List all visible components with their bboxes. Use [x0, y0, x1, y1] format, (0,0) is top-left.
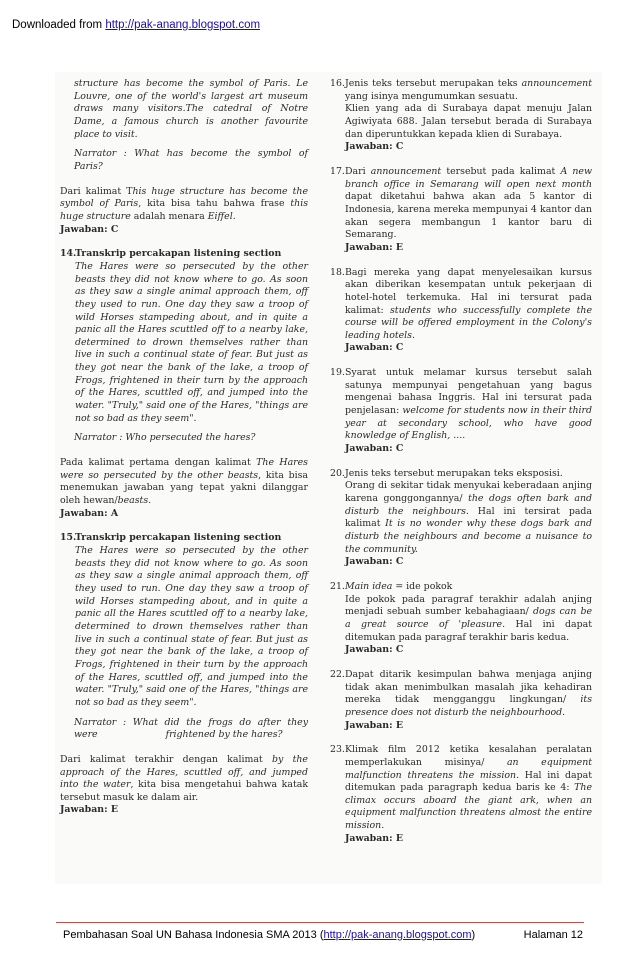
- question-number: 19.: [330, 367, 345, 379]
- expl-text: Jenis teks tersebut merupakan teks: [345, 78, 522, 89]
- expl-quote: beasts: [117, 495, 149, 507]
- answer-17: Jawaban: E: [345, 241, 403, 253]
- continued-transcript: structure has become the symbol of Paris. Le Louvre, one of the world's largest art museum draws many visitors.The catedral of Notre Dame, a famous church is another favourite place to visit.: [74, 78, 308, 140]
- question-number: 22.: [330, 668, 345, 680]
- footer-divider: [56, 922, 584, 923]
- question-21: [330, 581, 592, 657]
- expl-quote: dogs can be a great source of 'pleasure: [345, 606, 592, 630]
- expl-text: Bagi mereka yang dapat menyelesaikan kursus akan diberikan kesempatan untuk pekerjaan di hotel-hotel terkemuka. Hal ini tersurat pada kalimat:: [345, 266, 592, 316]
- expl-text: dapat diketahui bahwa akan ada 5 kantor di Indonesia, karena mereka mempunyai 4 kantor dan akan segera membangun 1 kantor baru di Semarang.: [345, 191, 592, 241]
- expl-text: tersebut pada kalimat: [441, 165, 561, 177]
- explanation-14: [60, 457, 308, 508]
- expl-quote: The Hares were so persecuted by the other beasts: [60, 457, 308, 481]
- question-16: [330, 78, 592, 154]
- expl-quote: welcome for students now in their third year at secondary school, who have good knowledge of English, ....: [345, 405, 592, 442]
- expl-text: .: [232, 210, 236, 222]
- question-number: 17.: [330, 165, 345, 177]
- expl-text: . Hal ini tersirat pada kalimat: [345, 505, 593, 530]
- question-23: [330, 744, 592, 845]
- expl-text: Orang di sekitar tidak menyukai keberadaan anjing karena gonggongannya/: [345, 480, 592, 505]
- answer-23: Jawaban: E: [345, 832, 403, 844]
- expl-quote: announcement: [370, 165, 442, 177]
- expl-quote: announcement: [521, 78, 592, 89]
- answer-22: Jawaban: E: [345, 719, 403, 731]
- answer-19: Jawaban: C: [345, 443, 404, 455]
- question-number: 15.: [60, 532, 77, 544]
- expl-quote: Main idea: [345, 580, 393, 592]
- right-column: [330, 78, 592, 845]
- narrator-line: Narrator : What did the frogs do after they were: [74, 716, 308, 741]
- question-number: 21.: [330, 580, 345, 592]
- question-number: 23.: [330, 744, 345, 756]
- question-number: 16.: [330, 78, 345, 89]
- expl-text: .: [148, 495, 152, 507]
- question-14: [60, 248, 308, 425]
- narrator-question: [60, 717, 308, 742]
- answer-15: Jawaban: E: [60, 804, 118, 816]
- expl-quote: an equipment malfunction threatens the mission: [345, 756, 593, 781]
- answer-20: Jawaban: C: [345, 556, 404, 568]
- expl-text: Dari kalimat T: [60, 185, 133, 197]
- expl-quote: the dogs often bark and disturb the neighbours: [345, 493, 592, 517]
- answer-13: Jawaban: C: [60, 223, 119, 235]
- expl-quote: The climax occurs aboard the giant ark, when an equipment malfunction threatens almost the entire mission.: [345, 782, 592, 832]
- expl-text: Dapat ditarik kesimpulan bahwa menjaga anjing tidak akan menimbulkan masalah jika kehadiran mereka tidak mengganggu lingkungan/: [345, 668, 592, 706]
- page-number: Halaman 12: [523, 929, 583, 941]
- expl-text: , kita bisa mengetahui bahwa katak tersebut masuk ke dalam air.: [60, 779, 308, 803]
- expl-text: , kita bisa menemukan jawaban yang tepat yakni dilanggar oleh hewan/: [60, 469, 308, 507]
- answer-16: Jawaban: C: [345, 141, 404, 153]
- question-15: [60, 532, 308, 709]
- expl-text: Pada kalimat pertama dengan kalimat: [60, 457, 257, 469]
- expl-text: , kita bisa tahu bahwa frase: [138, 198, 291, 210]
- question-text: [345, 78, 592, 103]
- expl-text: yang isinya mengumumkan sesuatu.: [345, 90, 518, 102]
- answer-18: Jawaban: C: [345, 342, 404, 354]
- download-header-prefix: Downloaded from: [12, 19, 106, 31]
- expl-quote: this huge structure: [60, 198, 309, 222]
- page-footer: [63, 929, 583, 941]
- expl-quote: students who successfully complete the course will be offered employment in the Colony's leading hotels.: [345, 304, 593, 341]
- expl-text: Dari: [345, 165, 371, 177]
- footer-title: Pembahasan Soal UN Bahasa Indonesia SMA 2013 (: [63, 929, 324, 941]
- expl-quote: by the approach of the Hares, scuttled off, and jumped into the water: [60, 753, 308, 791]
- footer-link[interactable]: http://pak-anang.blogspot.com: [323, 929, 472, 941]
- question-22: [330, 669, 592, 732]
- question-19: [330, 367, 592, 456]
- question-20: [330, 468, 592, 569]
- question-number: 14.: [60, 248, 77, 260]
- question-title: Transkrip percakapan listening section: [75, 248, 282, 260]
- expl-quote: his huge structure has become the symbol of Paris: [60, 185, 309, 210]
- question-text: [345, 581, 592, 594]
- expl-text: = ide pokok: [392, 580, 453, 592]
- question-text: Jenis teks tersebut merupakan teks eksposisi.: [345, 467, 563, 479]
- continued-narrator: Narrator : What has become the symbol of Paris?: [74, 148, 308, 172]
- question-detail: [345, 480, 592, 556]
- narrator-line: frightened by the hares?: [165, 729, 283, 741]
- question-18: [330, 267, 592, 356]
- expl-text: Ide pokok pada paragraf terakhir adalah anjing menjadi sebuah sumber kebahagiaan/: [345, 593, 592, 618]
- narrator-question: Narrator : Who persecuted the hares?: [74, 432, 256, 444]
- question-text: [345, 166, 592, 242]
- question-text: [345, 744, 592, 833]
- footer-suffix: ): [471, 929, 476, 941]
- continued-explanation: [60, 186, 308, 224]
- expl-text: Syarat untuk melamar kursus tersebut salah satunya mempunyai pengetahuan yang bagus mengenai bahasa Inggris. Hal ini tersurat pada penjelasan:: [345, 367, 592, 417]
- expl-text: . Hal ini dapat ditemukan pada paragraph kedua baris ke 4:: [345, 769, 592, 794]
- download-header: [12, 19, 260, 31]
- download-header-link[interactable]: http://pak-anang.blogspot.com: [105, 19, 261, 31]
- transcript-text: The Hares were so persecuted by the other beasts they did not know where to go. As soon as they saw a single animal approach them, off they used to run. One day they saw a troop of wild Horses stampeding about, and in quite a panic all the Hares scuttled off to a nearby lake, determined to drown themselves rather than live in such a continual state of fear. But just as they got near the bank of the lake, a troop of Frogs, frightened in their turn by the approach of the Hares, scuttled off, and jumped into the water. "Truly," said one of the Hares, "things are not so bad as they seem".: [75, 545, 308, 708]
- expl-quote: Eiffel: [207, 210, 233, 222]
- question-detail: [345, 594, 592, 645]
- question-17: [330, 166, 592, 255]
- question-text: [345, 669, 592, 720]
- question-number: 20.: [330, 467, 345, 479]
- explanation-15: [60, 754, 308, 805]
- expl-text: Dari kalimat terakhir dengan kalimat: [60, 753, 273, 765]
- answer-21: Jawaban: C: [345, 644, 404, 656]
- expl-text: Klimak film 2012 ketika kesalahan peralatan memperlakukan misinya/: [345, 744, 592, 768]
- expl-quote: its presence does not disturb the neighbourhood.: [345, 694, 592, 718]
- question-title: Transkrip percakapan listening section: [75, 532, 282, 544]
- expl-quote: A new branch office in Semarang will open next month: [345, 165, 592, 190]
- question-detail: Klien yang ada di Surabaya dapat menuju Jalan Agiwiyata 688. Jalan tersebut berada di Surabaya dan diperuntukkan kepada klien di Surabaya.: [345, 103, 592, 140]
- expl-text: . Hal ini dapat ditemukan pada paragraf terakhir baris kedua.: [345, 618, 592, 643]
- expl-quote: It is no wonder why these dogs bark and disturb the neighbours and become a nuisance to the community.: [345, 518, 592, 555]
- question-text: [345, 367, 592, 443]
- left-column: [60, 78, 308, 817]
- expl-text: adalah menara: [130, 210, 208, 222]
- answer-14: Jawaban: A: [60, 507, 119, 519]
- question-number: 18.: [330, 266, 345, 278]
- transcript-text: The Hares were so persecuted by the other beasts they did not know where to go. As soon as they saw a single animal approach them, off they used to run. One day they saw a troop of wild Horses stampeding about, and in quite a panic all the Hares scuttled off to a nearby lake, determined to drown themselves rather than live in such a continual state of fear. But just as they got near the bank of the lake, a troop of Frogs, frightened in their turn by the approach of the Hares, scuttled off, and jumped into the water. "Truly," said one of the Hares, "things are not so bad as they seem".: [75, 260, 308, 424]
- question-text: [345, 267, 592, 343]
